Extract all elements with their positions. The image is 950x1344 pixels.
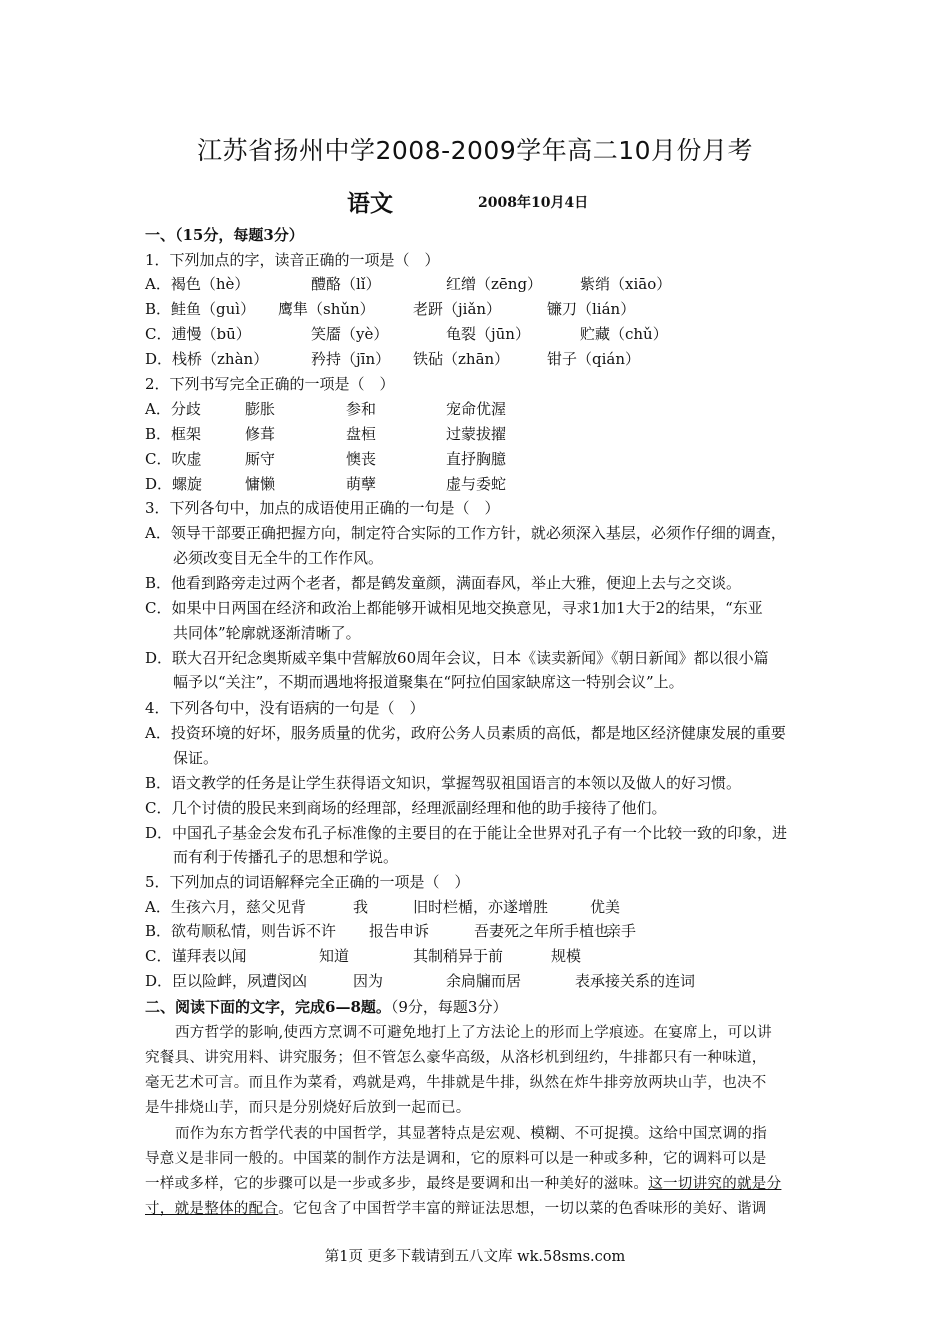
reading-para1-line3: 毫无艺术可言。而且作为菜肴，鸡就是鸡，牛排就是牛排，纵然在炸牛排旁放两块山芋，也决不 <box>145 1075 767 1091</box>
q4-stem: 4．下列各句中，没有语病的一句是（ ） <box>145 699 425 717</box>
q5-stem: 5．下列加点的词语解释完全正确的一项是（ ） <box>145 873 470 891</box>
q1-option-a: A．褐色（hè） 醴酪（lǐ） 红缯（zēng） 紫绡（xiāo） <box>145 275 672 293</box>
q3-option-a: A．领导干部要正确把握方向，制定符合实际的工作方针，就必须深入基层，必须作仔细的调查， <box>145 524 786 542</box>
underlined-phrase: 这一切讲究的就是分 <box>648 1176 782 1192</box>
q4-option-a-cont: 保证。 <box>173 749 219 767</box>
section2-heading: 二、阅读下面的文字，完成6—8题。（9分，每题3分） <box>145 998 508 1016</box>
q3-option-a-cont: 必须改变目无全牛的工作作风。 <box>173 549 384 567</box>
exam-date: 2008年10月4日 <box>478 195 589 211</box>
q3-option-b: B．他看到路旁走过两个老者，都是鹤发童颜，满面春风，举止大雅，便迎上去与之交谈。 <box>145 574 742 592</box>
q2-option-c: C．吹虚 厮守 懊丧 直抒胸臆 <box>145 450 507 468</box>
page-footer: 第1页 更多下载请到五八文库 wk.58sms.com <box>324 1249 626 1265</box>
q2-option-b: B．框架 修葺 盘桓 过蒙拔擢 <box>145 425 507 443</box>
reading-para2-line4: 寸，就是整体的配合。它包含了中国哲学丰富的辩证法思想，一切以菜的色香味形的美好、谐调 <box>145 1201 767 1217</box>
section1-heading: 一、（15分，每题3分） <box>145 226 304 244</box>
q4-option-b: B．语文教学的任务是让学生获得语文知识，掌握驾驭祖国语言的本领以及做人的好习惯。 <box>145 774 742 792</box>
q1-option-b: B．鲑鱼（guì） 鹰隼（shǔn） 老趼（jiǎn） 镰刀（lián） <box>145 300 636 318</box>
q3-option-d-cont: 幅予以“关注”，不期而遇地将报道聚集在“阿拉伯国家缺席这一特别会议”上。 <box>173 673 684 691</box>
reading-para1-line1: 西方哲学的影响,使西方烹调不可避免地打上了方法论上的形而上学痕迹。在宴席上，可以讲 <box>175 1025 772 1041</box>
q5-option-c: C．谨拜表以闻 知道 其制稍异于前 规模 <box>145 947 582 965</box>
underlined-phrase-cont: 寸，就是整体的配合 <box>145 1201 279 1217</box>
q4-option-d-cont: 而有利于传播孔子的思想和学说。 <box>173 848 399 866</box>
reading-para2-line3: 一样或多样，它的步骤可以是一步或多步，最终是要调和出一种美好的滋味。这一切讲究的就是分 <box>145 1176 782 1192</box>
q5-option-d: D．臣以险衅，夙遭闵凶 因为 余扃牖而居 表承接关系的连词 <box>145 972 696 990</box>
reading-para1-line2: 究餐具、讲究用料、讲究服务；但不管怎么豪华高级，从洛杉机到纽约，牛排都只有一种味道， <box>145 1050 767 1066</box>
q1-stem: 1．下列加点的字，读音正确的一项是（ ） <box>145 251 440 269</box>
q4-option-c: C．几个讨债的股民来到商场的经理部，经理派副经理和他的助手接待了他们。 <box>145 799 667 817</box>
q3-option-d: D．联大召开纪念奥斯威辛集中营解放60周年会议，日本《读卖新闻》《朝日新闻》都以很小篇 <box>145 649 769 667</box>
q2-option-d: D．螺旋 慵懒 萌孽 虚与委蛇 <box>145 475 507 493</box>
q3-stem: 3．下列各句中，加点的成语使用正确的一句是（ ） <box>145 499 500 517</box>
q1-option-c: C．逋慢（bū） 笑靥（yè） 龟裂（jūn） 贮藏（chǔ） <box>145 325 668 343</box>
q4-option-d: D．中国孔子基金会发布孔子标准像的主要目的在于能让全世界对孔子有一个比较一致的印象，进 <box>145 824 788 842</box>
q2-stem: 2．下列书写完全正确的一项是（ ） <box>145 375 395 393</box>
reading-para2-line2: 导意义是非同一般的。中国菜的制作方法是调和，它的原料可以是一种或多种，它的调料可以是 <box>145 1151 767 1167</box>
subject-heading: 语文 <box>347 191 393 217</box>
q2-option-a: A．分歧 膨胀 参和 宠命优渥 <box>145 400 507 418</box>
reading-para2-line1: 而作为东方哲学代表的中国哲学，其显著特点是宏观、模糊、不可捉摸。这给中国烹调的指 <box>175 1126 767 1142</box>
reading-para1-line4: 是牛排烧山芋，而只是分别烧好后放到一起而已。 <box>145 1100 471 1116</box>
page-title: 江苏省扬州中学2008-2009学年高二10月份月考 <box>196 136 754 165</box>
q4-option-a: A．投资环境的好坏，服务质量的优劣，政府公务人员素质的高低，都是地区经济健康发展的重要 <box>145 724 786 742</box>
q3-option-c-cont: 共同体”轮廓就逐渐清晰了。 <box>173 624 361 642</box>
q3-option-c: C．如果中日两国在经济和政治上都能够开诚相见地交换意见，寻求1加1大于2的结果，“东亚 <box>145 599 763 617</box>
q5-option-a: A．生孩六月，慈父见背 我 旧时栏楯，亦遂增胜 优美 <box>145 898 621 916</box>
q1-option-d: D．栈桥（zhàn） 矜持（jīn） 铁砧（zhān） 钳子（qián） <box>145 350 641 368</box>
q5-option-b: B．欲苟顺私情，则告诉不许 报告申诉 吾妻死之年所手植也 亲手 <box>145 922 637 940</box>
